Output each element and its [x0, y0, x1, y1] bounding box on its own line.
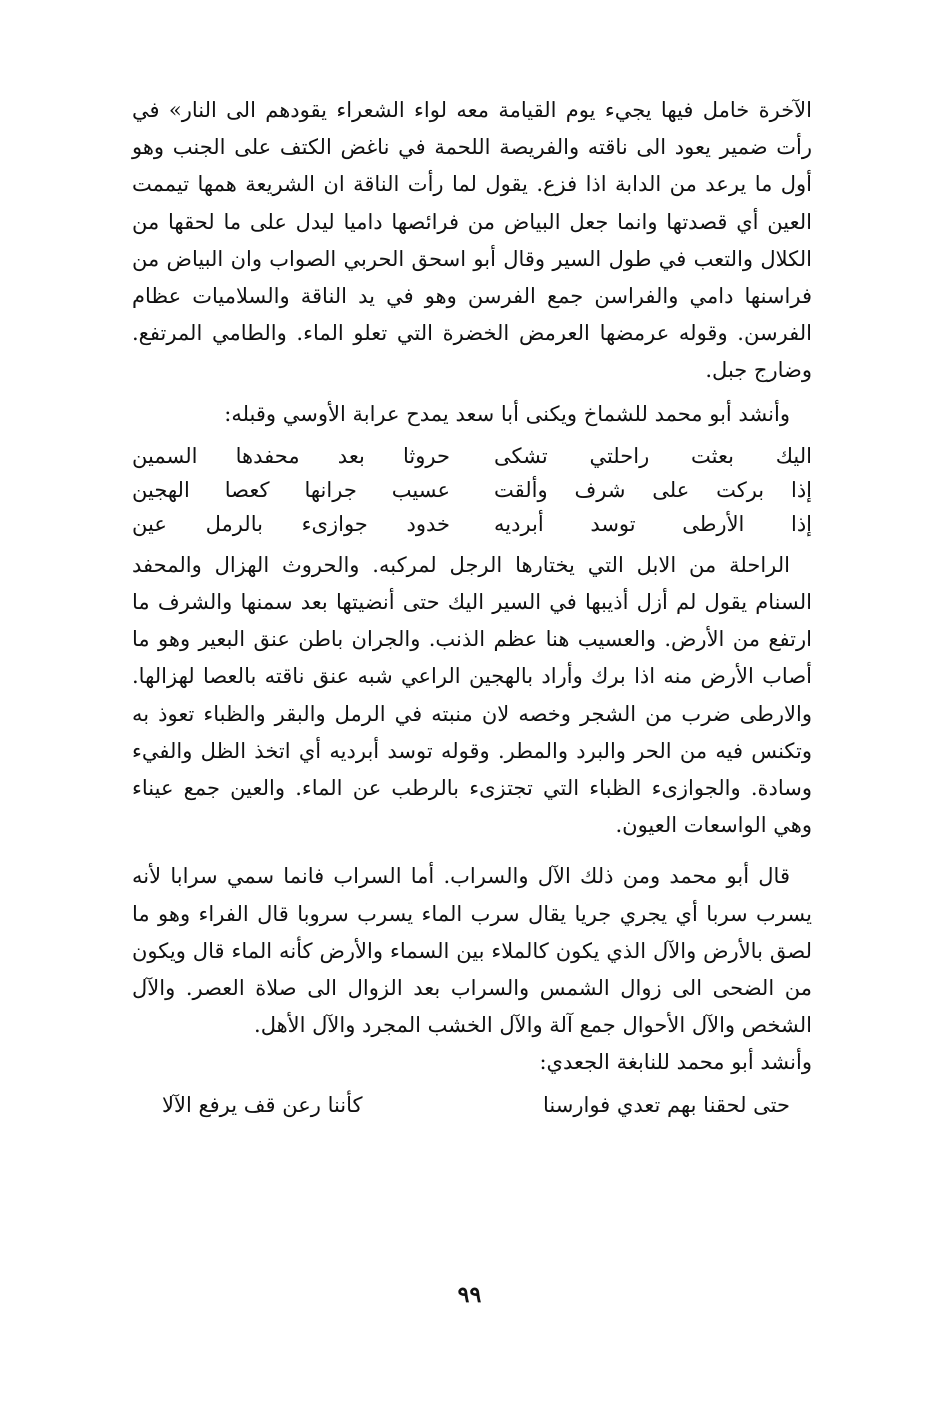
verse-second-hemistich: عسيب جرانها كعصا الهجين — [132, 477, 450, 502]
commentary-paragraph-sarab: قال أبو محمد ومن ذلك الآل والسراب. أما السراب فانما سمي سرابا لأنه يسرب سربا أي يجري جريا يقال سرب الماء يسرب سروبا قال الفراء وهو ما لصق بالأرض والآل الذي يكون كالملاء بين السماء والأرض كأنه الماء قال ويكون من الضحى الى زوال الشمس والسراب بعد الزوال الى صلاة العصر. والآل الشخص والآل الأحوال جمع آلة والآل الخشب المجرد والآل الأهل. — [132, 864, 812, 1038]
poem-nabigha-verse — [132, 1088, 812, 1122]
verse-line — [132, 507, 812, 541]
verse-second-hemistich: خدود جوازىء بالرمل عين — [132, 511, 450, 536]
spacer — [132, 844, 812, 858]
verse-first-hemistich: اليك بعثت راحلتي تشكى — [494, 443, 812, 468]
commentary-paragraph-middle: الراحلة من الابل التي يختارها الرجل لمركبه. والحروث الهزال والمحفد السنام يقول لم أزل أذيبها في السير اليك حتى أنضيتها بعد سمنها والشرف ما ارتفع من الأرض. والعسيب هنا عظم الذنب. والجران باطن عنق البعير وهو ما أصاب الأرض منه اذا برك وأراد بالهجين الراعي شبه عنق ناقته بالعصا لهزالها. والارطى ضرب من الشجر وخصه لان منبته في الرمل والبقر والظباء تعوذ به وتكنس فيه من الحر والبرد والمطر. وقوله توسد أبرديه أي اتخذ الظل والفيء وسادة. والجوازىء الظباء التي تجتزىء بالرطب عن الماء. والعين جمع عيناء وهي الواسعات العيون. — [132, 552, 812, 838]
page-body — [132, 92, 812, 1122]
commentary-paragraph-top: الآخرة خامل فيها يجيء يوم القيامة معه لواء الشعراء يقودهم الى النار» في رأت ضمير يعود الى ناقته والفريصة اللحمة في ناغض الكتف على الجنب وهو أول ما يرعد من الدابة اذا فزع. يقول لما رأت الناقة ان الشريعة همها تيممت العين أي قصدتها وانما جعل البياض من فرائصها داميا ليدل على ما لحقها من الكلال والتعب في طول السير وقال أبو اسحق الحربي الصواب وان البياض من فراسنها دامي والفراسن جمع الفرسن وهو في يد الناقة والسلاميات عظام الفرسن. وقوله عرمضها العرمض الخضرة التي تعلو الماء. والطامي المرتفع. وضارج جبل. — [132, 98, 812, 383]
verse-line — [132, 473, 812, 507]
verse-second-hemistich: حروثا بعد محفدها السمين — [132, 443, 450, 468]
verse-second-hemistich: كأننا رعن قف يرفع الآلا — [162, 1092, 363, 1117]
verse-line — [132, 439, 812, 473]
verse-first-hemistich: إذا الأرطى توسد أبرديه — [494, 511, 812, 536]
verse-first-hemistich: حتى لحقنا بهم تعدي فوارسنا — [543, 1092, 790, 1117]
verse-first-hemistich: إذا بركت على شرف وألقت — [494, 477, 812, 502]
poem-shammakh — [132, 439, 812, 541]
poem-intro-nabigha: وأنشد أبو محمد للنابغة الجعدي: — [539, 1050, 812, 1075]
poem-intro-shammakh: وأنشد أبو محمد للشماخ ويكنى أبا سعد يمدح عرابة الأوسي وقبله: — [224, 401, 790, 426]
page-number: ٩٩ — [457, 1282, 482, 1308]
